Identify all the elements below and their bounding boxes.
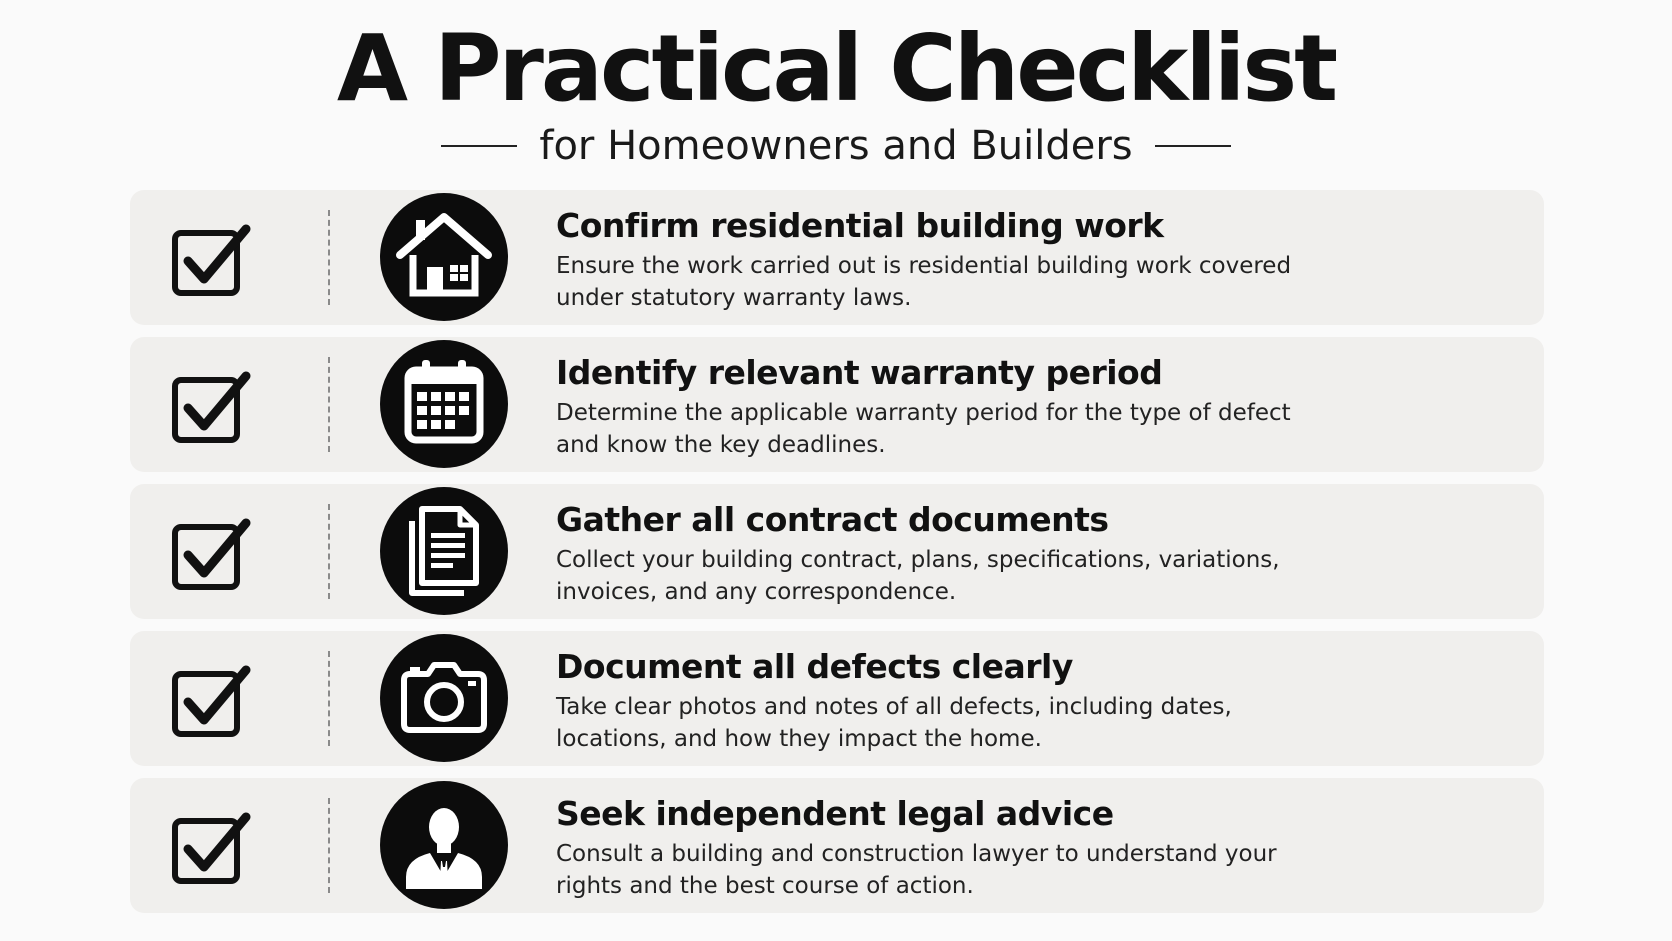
subtitle-rule-right (1155, 145, 1231, 147)
documents-icon (380, 487, 508, 615)
checkbox-checked-icon[interactable] (172, 809, 252, 885)
icon-badge (380, 781, 508, 909)
item-description: Ensure the work carried out is residential building work covered under statutory warranty laws. (556, 253, 1292, 311)
divider (328, 651, 330, 746)
item-description: Take clear photos and notes of all defects, including dates, locations, and how they impact the home. (556, 694, 1232, 752)
item-description: Collect your building contract, plans, specifications, variations, invoices, and any correspondence. (556, 547, 1280, 605)
icon-badge (380, 487, 508, 615)
divider (328, 357, 330, 452)
item-title: Identify relevant warranty period (556, 353, 1163, 392)
subtitle-row (0, 118, 1672, 174)
item-title: Confirm residential building work (556, 206, 1164, 245)
checkbox-checked-icon[interactable] (172, 368, 252, 444)
page-title: A Practical Checklist (336, 15, 1336, 122)
icon-badge (380, 193, 508, 321)
checklist-item (130, 631, 1544, 766)
divider (328, 798, 330, 893)
item-title: Document all defects clearly (556, 647, 1073, 686)
divider (328, 504, 330, 599)
checklist (130, 190, 1544, 925)
icon-badge (380, 340, 508, 468)
item-description: Determine the applicable warranty period for the type of defect and know the key deadlines. (556, 400, 1291, 458)
camera-icon (380, 634, 508, 762)
lawyer-icon (380, 781, 508, 909)
checkbox-checked-icon[interactable] (172, 221, 252, 297)
checklist-item (130, 778, 1544, 913)
icon-badge (380, 634, 508, 762)
checkbox-checked-icon[interactable] (172, 515, 252, 591)
calendar-icon (380, 340, 508, 468)
checkbox-checked-icon[interactable] (172, 662, 252, 738)
item-description: Consult a building and construction lawyer to understand your rights and the best course of action. (556, 841, 1277, 899)
checklist-item (130, 337, 1544, 472)
item-title: Seek independent legal advice (556, 794, 1114, 833)
checklist-item (130, 190, 1544, 325)
page-subtitle: for Homeowners and Builders (539, 123, 1133, 169)
item-title: Gather all contract documents (556, 500, 1109, 539)
checklist-item (130, 484, 1544, 619)
house-icon (380, 193, 508, 321)
divider (328, 210, 330, 305)
subtitle-rule-left (441, 145, 517, 147)
